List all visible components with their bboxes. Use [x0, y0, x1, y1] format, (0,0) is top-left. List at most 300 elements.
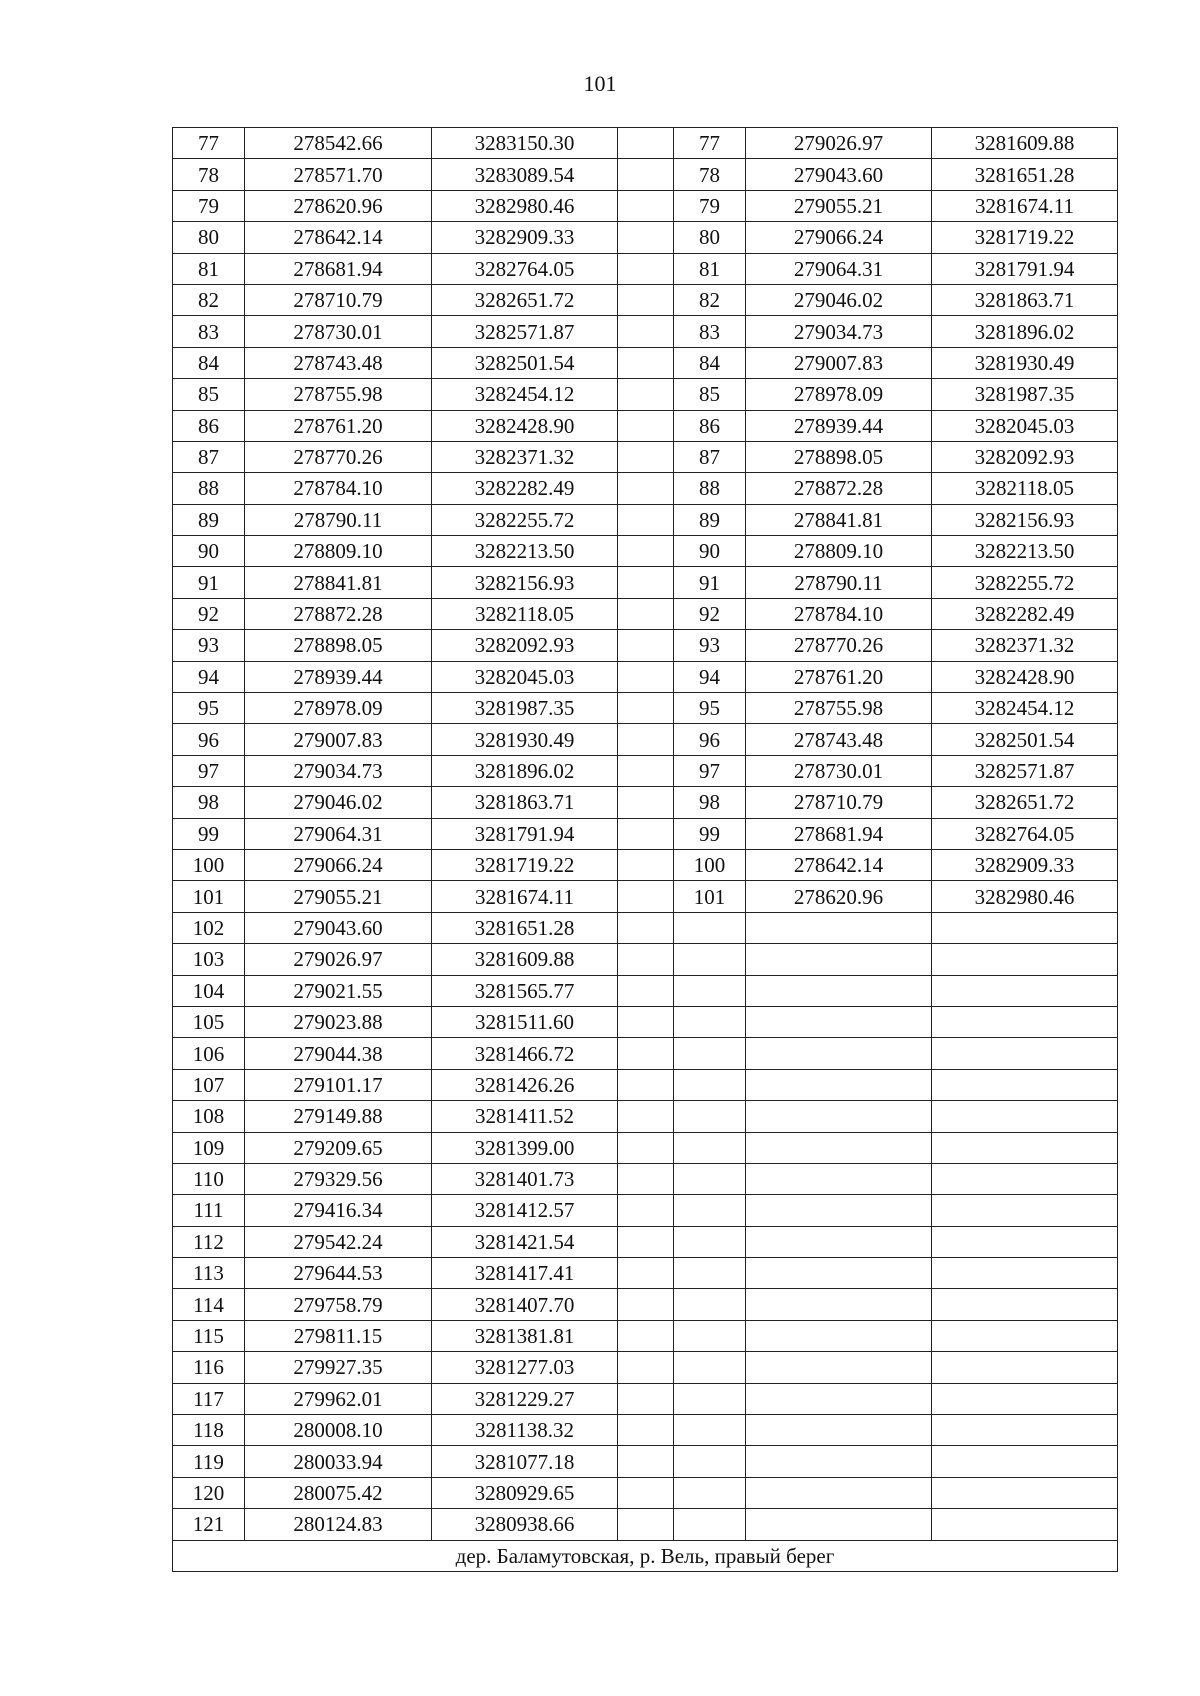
- separator-cell: [618, 1289, 674, 1320]
- right-point-number: 84: [674, 347, 746, 378]
- left-y-coordinate: 3282045.03: [432, 661, 618, 692]
- left-x-coordinate: 279044.38: [245, 1038, 432, 1069]
- right-point-number: 80: [674, 222, 746, 253]
- right-y-coordinate: [932, 1006, 1118, 1037]
- left-x-coordinate: 279329.56: [245, 1163, 432, 1194]
- right-x-coordinate: [746, 1163, 932, 1194]
- right-x-coordinate: 279046.02: [746, 284, 932, 315]
- right-x-coordinate: [746, 1352, 932, 1383]
- left-point-number: 86: [173, 410, 245, 441]
- separator-cell: [618, 190, 674, 221]
- table-row: [173, 912, 1118, 943]
- left-y-coordinate: 3281791.94: [432, 818, 618, 849]
- coordinates-table-body: [173, 128, 1118, 1572]
- right-y-coordinate: 3282428.90: [932, 661, 1118, 692]
- left-y-coordinate: 3282156.93: [432, 567, 618, 598]
- right-x-coordinate: 278790.11: [746, 567, 932, 598]
- left-x-coordinate: 278681.94: [245, 253, 432, 284]
- right-x-coordinate: [746, 1289, 932, 1320]
- left-point-number: 118: [173, 1415, 245, 1446]
- table-row: [173, 1163, 1118, 1194]
- right-point-number: [674, 1132, 746, 1163]
- right-x-coordinate: [746, 1226, 932, 1257]
- table-row: [173, 1258, 1118, 1289]
- left-x-coordinate: 278898.05: [245, 630, 432, 661]
- right-x-coordinate: [746, 912, 932, 943]
- separator-cell: [618, 1006, 674, 1037]
- right-y-coordinate: [932, 1509, 1118, 1540]
- right-x-coordinate: 278642.14: [746, 849, 932, 880]
- right-x-coordinate: 279055.21: [746, 190, 932, 221]
- left-y-coordinate: 3281421.54: [432, 1226, 618, 1257]
- right-point-number: [674, 912, 746, 943]
- table-row: [173, 1069, 1118, 1100]
- separator-cell: [618, 661, 674, 692]
- table-row: [173, 724, 1118, 755]
- right-x-coordinate: [746, 1101, 932, 1132]
- left-x-coordinate: 278978.09: [245, 693, 432, 724]
- separator-cell: [618, 1477, 674, 1508]
- left-x-coordinate: 279542.24: [245, 1226, 432, 1257]
- right-y-coordinate: 3282501.54: [932, 724, 1118, 755]
- right-y-coordinate: 3282454.12: [932, 693, 1118, 724]
- left-point-number: 79: [173, 190, 245, 221]
- right-x-coordinate: 278710.79: [746, 787, 932, 818]
- right-y-coordinate: 3281930.49: [932, 347, 1118, 378]
- separator-cell: [618, 504, 674, 535]
- separator-cell: [618, 536, 674, 567]
- separator-cell: [618, 693, 674, 724]
- right-y-coordinate: 3282092.93: [932, 441, 1118, 472]
- separator-cell: [618, 159, 674, 190]
- separator-cell: [618, 222, 674, 253]
- right-point-number: [674, 1509, 746, 1540]
- right-y-coordinate: 3282651.72: [932, 787, 1118, 818]
- right-y-coordinate: [932, 1383, 1118, 1414]
- right-y-coordinate: [932, 1477, 1118, 1508]
- right-point-number: 96: [674, 724, 746, 755]
- table-row: [173, 1226, 1118, 1257]
- left-point-number: 106: [173, 1038, 245, 1069]
- left-point-number: 103: [173, 944, 245, 975]
- right-x-coordinate: 278761.20: [746, 661, 932, 692]
- separator-cell: [618, 1132, 674, 1163]
- left-y-coordinate: 3281719.22: [432, 849, 618, 880]
- left-y-coordinate: 3281987.35: [432, 693, 618, 724]
- right-point-number: [674, 1069, 746, 1100]
- table-row: [173, 755, 1118, 786]
- left-x-coordinate: 280075.42: [245, 1477, 432, 1508]
- table-row: [173, 441, 1118, 472]
- left-y-coordinate: 3282428.90: [432, 410, 618, 441]
- right-y-coordinate: 3282045.03: [932, 410, 1118, 441]
- left-x-coordinate: 280033.94: [245, 1446, 432, 1477]
- left-x-coordinate: 279416.34: [245, 1195, 432, 1226]
- left-point-number: 114: [173, 1289, 245, 1320]
- left-point-number: 80: [173, 222, 245, 253]
- separator-cell: [618, 316, 674, 347]
- right-point-number: 81: [674, 253, 746, 284]
- right-point-number: 100: [674, 849, 746, 880]
- separator-cell: [618, 128, 674, 159]
- separator-cell: [618, 1383, 674, 1414]
- right-point-number: 92: [674, 598, 746, 629]
- left-x-coordinate: 279026.97: [245, 944, 432, 975]
- left-point-number: 111: [173, 1195, 245, 1226]
- right-x-coordinate: [746, 1320, 932, 1351]
- left-x-coordinate: 279007.83: [245, 724, 432, 755]
- separator-cell: [618, 912, 674, 943]
- table-row: [173, 693, 1118, 724]
- separator-cell: [618, 755, 674, 786]
- left-point-number: 88: [173, 473, 245, 504]
- left-point-number: 109: [173, 1132, 245, 1163]
- left-x-coordinate: 279021.55: [245, 975, 432, 1006]
- table-row: [173, 1132, 1118, 1163]
- table-row: [173, 473, 1118, 504]
- separator-cell: [618, 1509, 674, 1540]
- left-point-number: 107: [173, 1069, 245, 1100]
- right-point-number: 87: [674, 441, 746, 472]
- right-y-coordinate: 3282282.49: [932, 598, 1118, 629]
- left-x-coordinate: 280124.83: [245, 1509, 432, 1540]
- table-row: [173, 787, 1118, 818]
- left-y-coordinate: 3281399.00: [432, 1132, 618, 1163]
- right-y-coordinate: [932, 1289, 1118, 1320]
- right-point-number: 88: [674, 473, 746, 504]
- table-row: [173, 316, 1118, 347]
- right-y-coordinate: [932, 1038, 1118, 1069]
- left-point-number: 83: [173, 316, 245, 347]
- right-y-coordinate: [932, 1446, 1118, 1477]
- right-x-coordinate: 279034.73: [746, 316, 932, 347]
- left-point-number: 116: [173, 1352, 245, 1383]
- right-x-coordinate: [746, 1258, 932, 1289]
- right-x-coordinate: 278939.44: [746, 410, 932, 441]
- right-point-number: [674, 1006, 746, 1037]
- left-point-number: 105: [173, 1006, 245, 1037]
- left-y-coordinate: 3281863.71: [432, 787, 618, 818]
- left-point-number: 87: [173, 441, 245, 472]
- separator-cell: [618, 1069, 674, 1100]
- left-x-coordinate: 278939.44: [245, 661, 432, 692]
- left-y-coordinate: 3281417.41: [432, 1258, 618, 1289]
- separator-cell: [618, 284, 674, 315]
- right-point-number: [674, 1415, 746, 1446]
- right-x-coordinate: [746, 1038, 932, 1069]
- left-x-coordinate: 279046.02: [245, 787, 432, 818]
- separator-cell: [618, 473, 674, 504]
- left-y-coordinate: 3281930.49: [432, 724, 618, 755]
- right-x-coordinate: [746, 1477, 932, 1508]
- left-point-number: 85: [173, 379, 245, 410]
- left-x-coordinate: 278809.10: [245, 536, 432, 567]
- left-x-coordinate: 279209.65: [245, 1132, 432, 1163]
- table-row: [173, 1415, 1118, 1446]
- left-y-coordinate: 3282909.33: [432, 222, 618, 253]
- left-y-coordinate: 3281426.26: [432, 1069, 618, 1100]
- right-x-coordinate: 278620.96: [746, 881, 932, 912]
- left-y-coordinate: 3282454.12: [432, 379, 618, 410]
- left-x-coordinate: 278542.66: [245, 128, 432, 159]
- right-y-coordinate: 3281609.88: [932, 128, 1118, 159]
- table-row: [173, 128, 1118, 159]
- table-row: [173, 1006, 1118, 1037]
- table-row: [173, 410, 1118, 441]
- left-x-coordinate: 279927.35: [245, 1352, 432, 1383]
- right-y-coordinate: [932, 1415, 1118, 1446]
- separator-cell: [618, 724, 674, 755]
- left-x-coordinate: 278571.70: [245, 159, 432, 190]
- left-x-coordinate: 279066.24: [245, 849, 432, 880]
- separator-cell: [618, 567, 674, 598]
- right-y-coordinate: 3282571.87: [932, 755, 1118, 786]
- separator-cell: [618, 410, 674, 441]
- left-point-number: 78: [173, 159, 245, 190]
- right-point-number: 85: [674, 379, 746, 410]
- left-point-number: 113: [173, 1258, 245, 1289]
- right-x-coordinate: [746, 944, 932, 975]
- left-y-coordinate: 3282255.72: [432, 504, 618, 535]
- right-y-coordinate: 3281863.71: [932, 284, 1118, 315]
- left-y-coordinate: 3281277.03: [432, 1352, 618, 1383]
- table-row: [173, 661, 1118, 692]
- table-row: [173, 1195, 1118, 1226]
- right-x-coordinate: 278755.98: [746, 693, 932, 724]
- separator-cell: [618, 975, 674, 1006]
- table-row: [173, 1383, 1118, 1414]
- right-x-coordinate: 279007.83: [746, 347, 932, 378]
- right-x-coordinate: 278978.09: [746, 379, 932, 410]
- left-y-coordinate: 3281229.27: [432, 1383, 618, 1414]
- separator-cell: [618, 630, 674, 661]
- separator-cell: [618, 1226, 674, 1257]
- right-y-coordinate: [932, 1195, 1118, 1226]
- left-x-coordinate: 278642.14: [245, 222, 432, 253]
- right-x-coordinate: 279026.97: [746, 128, 932, 159]
- right-x-coordinate: 278770.26: [746, 630, 932, 661]
- left-y-coordinate: 3281407.70: [432, 1289, 618, 1320]
- left-point-number: 89: [173, 504, 245, 535]
- left-y-coordinate: 3282282.49: [432, 473, 618, 504]
- left-y-coordinate: 3281466.72: [432, 1038, 618, 1069]
- right-point-number: 95: [674, 693, 746, 724]
- right-y-coordinate: [932, 1132, 1118, 1163]
- right-point-number: [674, 1477, 746, 1508]
- left-y-coordinate: 3280929.65: [432, 1477, 618, 1508]
- left-y-coordinate: 3282501.54: [432, 347, 618, 378]
- table-footer-row: [173, 1540, 1118, 1571]
- right-y-coordinate: 3281674.11: [932, 190, 1118, 221]
- separator-cell: [618, 598, 674, 629]
- right-x-coordinate: [746, 1446, 932, 1477]
- right-x-coordinate: 278784.10: [746, 598, 932, 629]
- separator-cell: [618, 1352, 674, 1383]
- right-point-number: 97: [674, 755, 746, 786]
- table-row: [173, 818, 1118, 849]
- right-y-coordinate: 3282980.46: [932, 881, 1118, 912]
- left-x-coordinate: 278872.28: [245, 598, 432, 629]
- table-row: [173, 159, 1118, 190]
- left-y-coordinate: 3281674.11: [432, 881, 618, 912]
- table-row: [173, 630, 1118, 661]
- left-x-coordinate: 279055.21: [245, 881, 432, 912]
- right-point-number: 99: [674, 818, 746, 849]
- left-y-coordinate: 3281412.57: [432, 1195, 618, 1226]
- right-y-coordinate: [932, 975, 1118, 1006]
- left-x-coordinate: 280008.10: [245, 1415, 432, 1446]
- left-point-number: 95: [173, 693, 245, 724]
- left-y-coordinate: 3282213.50: [432, 536, 618, 567]
- table-row: [173, 1289, 1118, 1320]
- right-x-coordinate: [746, 1383, 932, 1414]
- right-x-coordinate: 279066.24: [746, 222, 932, 253]
- separator-cell: [618, 253, 674, 284]
- right-x-coordinate: [746, 1509, 932, 1540]
- right-x-coordinate: 278872.28: [746, 473, 932, 504]
- left-y-coordinate: 3281401.73: [432, 1163, 618, 1194]
- separator-cell: [618, 1195, 674, 1226]
- right-x-coordinate: 278730.01: [746, 755, 932, 786]
- page-number: 101: [583, 71, 617, 96]
- right-y-coordinate: [932, 1069, 1118, 1100]
- right-y-coordinate: 3282156.93: [932, 504, 1118, 535]
- left-x-coordinate: 279023.88: [245, 1006, 432, 1037]
- separator-cell: [618, 944, 674, 975]
- left-point-number: 121: [173, 1509, 245, 1540]
- right-point-number: 79: [674, 190, 746, 221]
- left-x-coordinate: 279064.31: [245, 818, 432, 849]
- right-point-number: [674, 1101, 746, 1132]
- right-point-number: 101: [674, 881, 746, 912]
- location-caption: дер. Баламутовская, р. Вель, правый берег: [173, 1540, 1118, 1571]
- right-point-number: [674, 1195, 746, 1226]
- left-point-number: 115: [173, 1320, 245, 1351]
- right-y-coordinate: [932, 1101, 1118, 1132]
- left-x-coordinate: 279043.60: [245, 912, 432, 943]
- table-row: [173, 1101, 1118, 1132]
- separator-cell: [618, 1101, 674, 1132]
- left-y-coordinate: 3282118.05: [432, 598, 618, 629]
- right-point-number: 89: [674, 504, 746, 535]
- separator-cell: [618, 1258, 674, 1289]
- left-x-coordinate: 279962.01: [245, 1383, 432, 1414]
- left-y-coordinate: 3281411.52: [432, 1101, 618, 1132]
- left-y-coordinate: 3281609.88: [432, 944, 618, 975]
- right-point-number: [674, 1446, 746, 1477]
- separator-cell: [618, 787, 674, 818]
- right-point-number: 82: [674, 284, 746, 315]
- left-y-coordinate: 3281511.60: [432, 1006, 618, 1037]
- right-point-number: [674, 1289, 746, 1320]
- right-y-coordinate: 3281791.94: [932, 253, 1118, 284]
- right-x-coordinate: 278743.48: [746, 724, 932, 755]
- right-y-coordinate: 3281987.35: [932, 379, 1118, 410]
- left-point-number: 84: [173, 347, 245, 378]
- left-y-coordinate: 3282651.72: [432, 284, 618, 315]
- left-point-number: 120: [173, 1477, 245, 1508]
- left-point-number: 92: [173, 598, 245, 629]
- left-point-number: 97: [173, 755, 245, 786]
- table-row: [173, 598, 1118, 629]
- right-x-coordinate: [746, 1006, 932, 1037]
- left-y-coordinate: 3281077.18: [432, 1446, 618, 1477]
- table-row: [173, 504, 1118, 535]
- right-y-coordinate: [932, 1320, 1118, 1351]
- right-y-coordinate: [932, 1352, 1118, 1383]
- separator-cell: [618, 379, 674, 410]
- right-x-coordinate: [746, 1195, 932, 1226]
- left-x-coordinate: 279758.79: [245, 1289, 432, 1320]
- left-y-coordinate: 3282571.87: [432, 316, 618, 347]
- separator-cell: [618, 1415, 674, 1446]
- left-x-coordinate: 279034.73: [245, 755, 432, 786]
- right-y-coordinate: 3281651.28: [932, 159, 1118, 190]
- right-y-coordinate: 3282764.05: [932, 818, 1118, 849]
- left-point-number: 94: [173, 661, 245, 692]
- right-point-number: [674, 1163, 746, 1194]
- right-point-number: 90: [674, 536, 746, 567]
- right-x-coordinate: [746, 975, 932, 1006]
- right-point-number: 83: [674, 316, 746, 347]
- left-point-number: 98: [173, 787, 245, 818]
- separator-cell: [618, 1320, 674, 1351]
- table-row: [173, 975, 1118, 1006]
- table-row: [173, 944, 1118, 975]
- right-x-coordinate: 279043.60: [746, 159, 932, 190]
- left-point-number: 100: [173, 849, 245, 880]
- right-y-coordinate: [932, 912, 1118, 943]
- left-x-coordinate: 278710.79: [245, 284, 432, 315]
- left-y-coordinate: 3283150.30: [432, 128, 618, 159]
- table-row: [173, 1038, 1118, 1069]
- table-row: [173, 1446, 1118, 1477]
- left-y-coordinate: 3282980.46: [432, 190, 618, 221]
- right-x-coordinate: 278898.05: [746, 441, 932, 472]
- table-row: [173, 190, 1118, 221]
- separator-cell: [618, 881, 674, 912]
- left-y-coordinate: 3282092.93: [432, 630, 618, 661]
- left-x-coordinate: 278730.01: [245, 316, 432, 347]
- right-point-number: [674, 975, 746, 1006]
- left-y-coordinate: 3281565.77: [432, 975, 618, 1006]
- left-x-coordinate: 279811.15: [245, 1320, 432, 1351]
- right-x-coordinate: [746, 1415, 932, 1446]
- right-point-number: 91: [674, 567, 746, 598]
- left-x-coordinate: 278761.20: [245, 410, 432, 441]
- right-point-number: [674, 1352, 746, 1383]
- left-point-number: 91: [173, 567, 245, 598]
- left-point-number: 99: [173, 818, 245, 849]
- left-x-coordinate: 278743.48: [245, 347, 432, 378]
- table-row: [173, 1352, 1118, 1383]
- right-point-number: 94: [674, 661, 746, 692]
- separator-cell: [618, 1038, 674, 1069]
- table-row: [173, 284, 1118, 315]
- left-x-coordinate: 278841.81: [245, 567, 432, 598]
- left-point-number: 101: [173, 881, 245, 912]
- right-y-coordinate: [932, 1163, 1118, 1194]
- right-point-number: [674, 1038, 746, 1069]
- left-point-number: 102: [173, 912, 245, 943]
- right-x-coordinate: 278809.10: [746, 536, 932, 567]
- right-x-coordinate: 278841.81: [746, 504, 932, 535]
- right-y-coordinate: 3282909.33: [932, 849, 1118, 880]
- right-point-number: 98: [674, 787, 746, 818]
- left-y-coordinate: 3281138.32: [432, 1415, 618, 1446]
- left-x-coordinate: 278770.26: [245, 441, 432, 472]
- left-y-coordinate: 3281651.28: [432, 912, 618, 943]
